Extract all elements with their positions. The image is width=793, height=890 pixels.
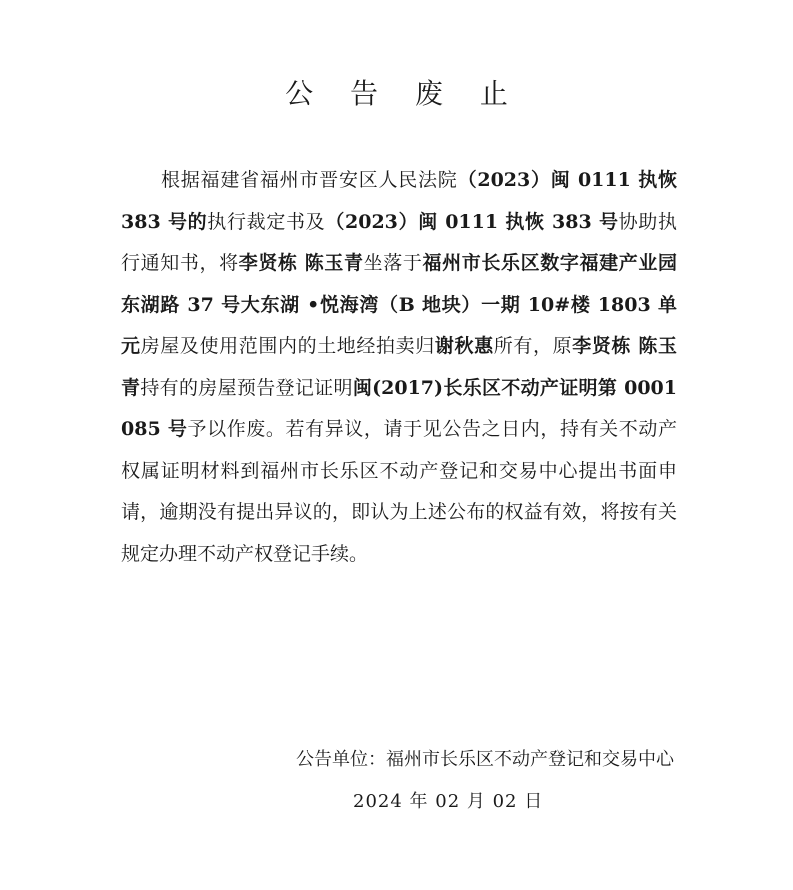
body-segment: 执行裁定书及 [207, 210, 326, 233]
notice-body [121, 160, 677, 575]
original-owner-names: 李贤栋 陈玉青 [238, 252, 364, 274]
body-segment: 坐落于 [363, 252, 423, 274]
body-segment: 根据福建省福州市晋安区人民法院 [161, 169, 458, 191]
certificate-number: 闽(2017)长乐区不动产证明第 0001085 号 [121, 376, 677, 440]
issuing-unit: 公告单位：福州市长乐区不动产登记和交易中心 [296, 749, 674, 770]
body-segment: 所有，原 [493, 335, 573, 357]
original-owner-names: 李贤栋 陈玉青 [121, 335, 677, 399]
case-number-bold: （2023）闽 0111 执恢 383 号 [325, 210, 619, 233]
document-title: 公 告 废 止 [285, 77, 522, 110]
body-segment: 予以作废。若有异议，请于见公告之日内，持有关不动产权属证明材料到福州市长乐区不动产登记和交易中心提出书面申请，逾期没有提出异议的，即认为上述公布的权益有效，将按有关规定办理不动产权登记手续。 [121, 418, 677, 565]
body-segment: 持有的房屋预告登记证明 [140, 376, 353, 399]
issue-date: 2024 年 02 月 02 日 [353, 791, 544, 812]
new-owner-name: 谢秋惠 [434, 335, 494, 357]
body-segment: 协助执行通知书，将 [121, 210, 677, 274]
case-number-bold: （2023）闽 0111 执恢 383 号的 [121, 169, 677, 233]
body-segment: 房屋及使用范围内的土地经拍卖归 [140, 335, 435, 357]
property-address: 福州市长乐区数字福建产业园东湖路 37 号大东湖 •悦海湾（B 地块）一期 10#楼 1803 单元 [121, 252, 677, 357]
